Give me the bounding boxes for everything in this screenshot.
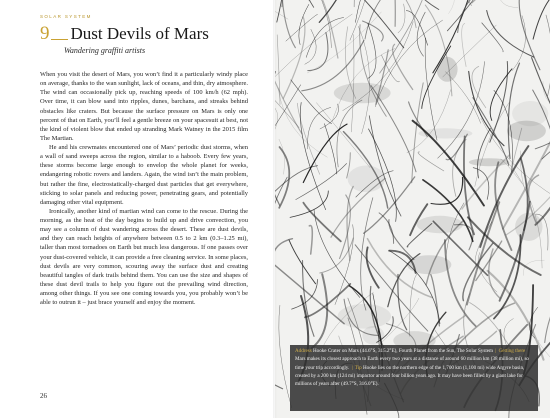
section-label: SOLAR SYSTEM <box>40 14 92 19</box>
caption-separator: | <box>495 348 497 354</box>
chapter-number: 9 <box>40 23 50 44</box>
caption-address-label: Address <box>295 348 312 354</box>
caption-separator: | <box>351 364 353 371</box>
chapter-heading <box>40 24 209 43</box>
body-paragraph: Ironically, another kind of martian wind can come to the rescue. During the morning, as the heat of the day begins to build up and drive convection, you may see a column of dust wandering across the desert. These are dust devils, and they can reach heights of anywhere between 0.5 to 2 km (0.3–1.25 mi), taller than most tornadoes on Earth but much less dangerous. If one passes over your dust-covered vehicle, it can provide a free cleaning service. In some places, dust devils are very common, scouring away the surface dust and creating beautiful tangles of dark trails behind them. You can use the size and shapes of these dust devil trails to help you figure out the prevailing wind direction, among other things. If you see one coming towards you, you probably won’t be able to outrun it – just brace yourself and enjoy the moment. <box>40 207 248 307</box>
page-number: 26 <box>40 392 47 400</box>
caption-address-text: Hooke Crater on Mars (44.6°S, 315.2°E), Fourth Planet from the Sun, The Solar System <box>312 348 493 354</box>
body-paragraph: When you visit the desert of Mars, you won’t find it a particularly windy place on average, thanks to the wan sunlight, lack of oceans, and thin, dry atmosphere. The wind can occasionally pick up, reaching speeds of 100 km/h (62 mph). Over time, it can blow sand into ripples, dunes, barchans, and streaks behind obstacles like craters. But because the surface pressure on Mars is only one percent of that on Earth, you’ll feel a gentle breeze on your spacesuit at best, not the kind of violent blow that ended up stranding Mark Watney in the 2015 film The Martian. <box>40 71 248 142</box>
caption-getting-there-label: Getting there <box>498 348 526 354</box>
right-page-photo <box>275 0 550 418</box>
chapter-rule <box>51 39 68 40</box>
body-paragraph: He and his crewmates encountered one of Mars’ periodic dust storms, when a wall of sand sweeps across the region, similar to a haboob. Every few years, these storms become large enough to envelop the whole planet for weeks, endangering robotic rovers and landers. Again, the wind isn’t the main problem, but rather the fine, electrostatically-charged dust particles that get everywhere, sticking to solar panels and reducing power, penetrating gears, and potentially damaging other vital equipment. <box>40 144 248 206</box>
caption-tip-text: Hooke lies on the northern edge of the 1,700 km (1,100 mi) wide Argyre basin, created by a 200 km (124 mi) impactor around four billion years ago. It may have been filled by a giant lake for millions of years after (49.7°S, 316.0°E). <box>295 364 525 388</box>
page-gutter <box>273 0 277 418</box>
body-text <box>40 70 248 307</box>
chapter-subtitle: Wandering graffiti artists <box>64 46 146 55</box>
chapter-title: Dust Devils of Mars <box>70 24 209 43</box>
photo-caption <box>290 345 538 411</box>
caption-tip-label: Tip <box>354 364 362 371</box>
caption-getting-there-text: Mars makes its closest approach to Earth every two years at a distance of around 60 million km (38 million mi), so time your trip accordingly. <box>295 356 529 371</box>
